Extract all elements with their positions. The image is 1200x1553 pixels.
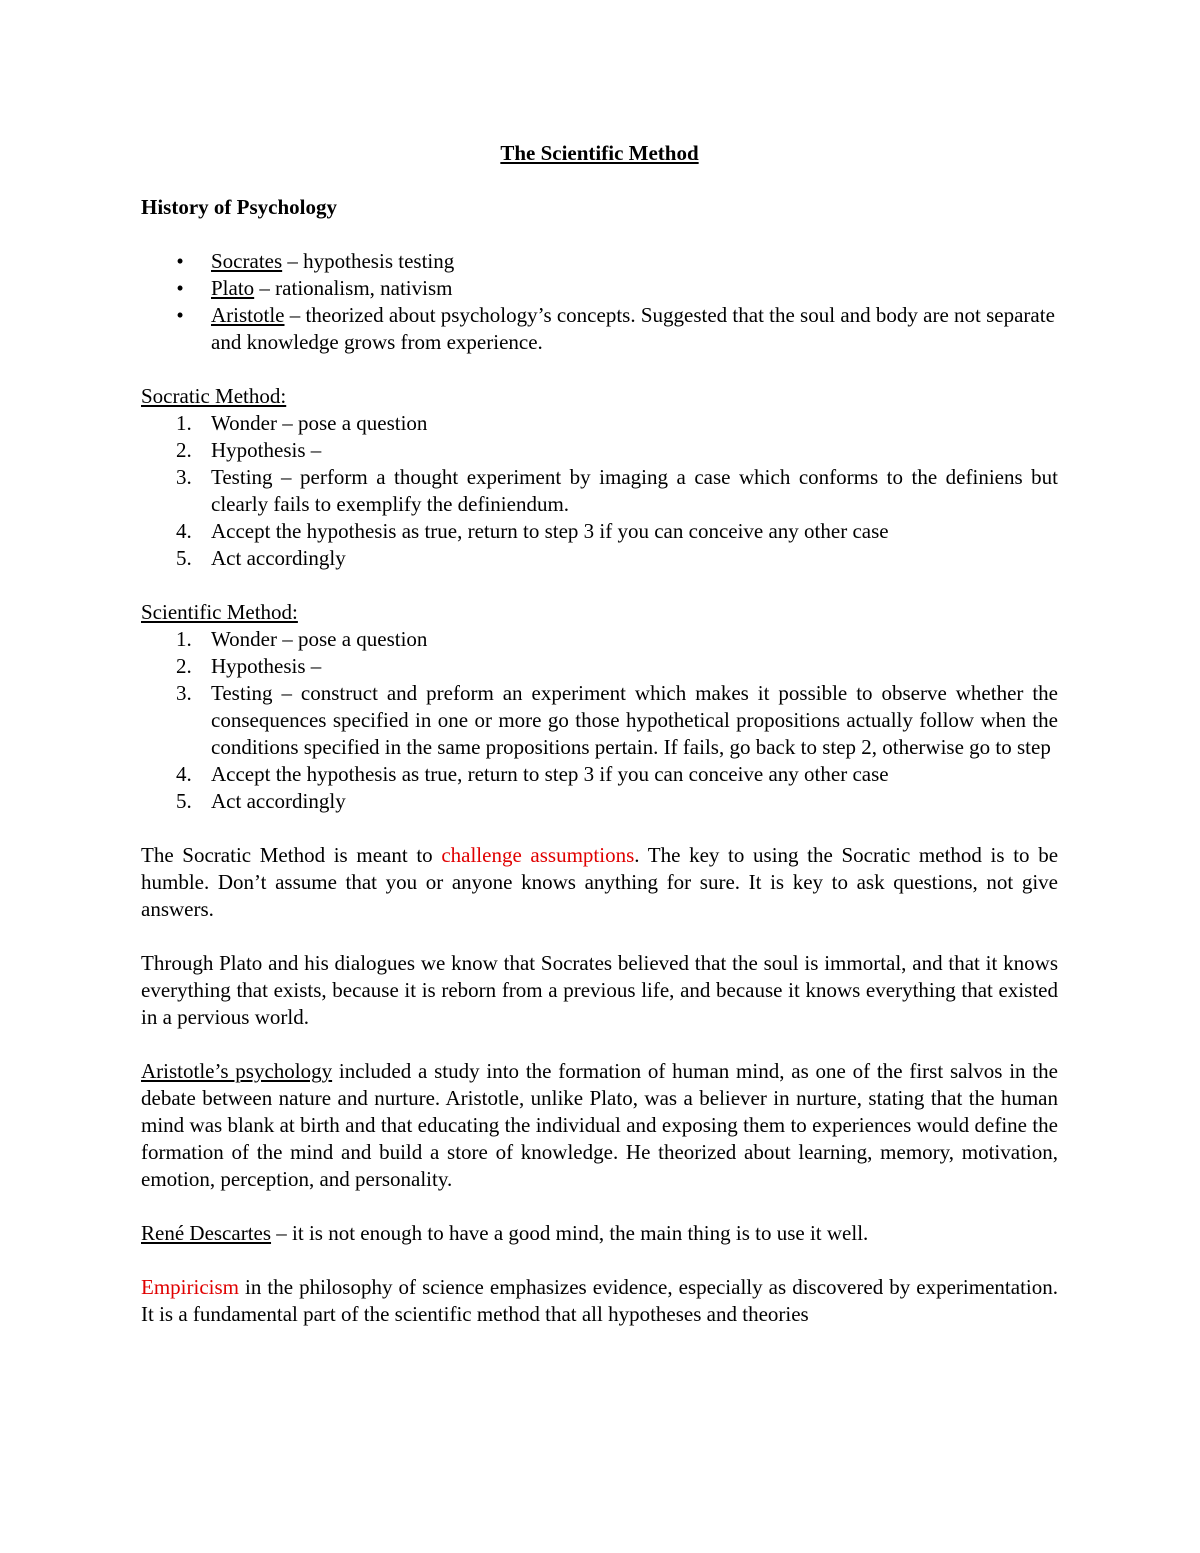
step-text: Hypothesis – <box>211 438 322 462</box>
step-text: Wonder – pose a question <box>211 627 428 651</box>
step-number: 3. <box>176 681 192 705</box>
step-text: Hypothesis – <box>211 654 322 678</box>
step-number: 3. <box>176 465 192 489</box>
list-item-text: – rationalism, nativism <box>254 276 453 300</box>
plato-paragraph: Through Plato and his dialogues we know that Socrates believed that the soul is immortal, and that it knows everything that exists, because it is reborn from a previous life, and because it knows everything that existed in a pervious world. <box>141 951 1058 1029</box>
socratic-method-paragraph <box>141 842 1058 923</box>
document-page <box>141 140 1058 1328</box>
philosophers-list <box>141 248 1058 356</box>
document-title: The Scientific Method <box>500 141 699 165</box>
step-item <box>141 545 1058 572</box>
step-item <box>141 626 1058 653</box>
step-item <box>141 437 1058 464</box>
descartes-paragraph <box>141 1220 1058 1247</box>
step-item <box>141 680 1058 761</box>
highlighted-term: Empiricism <box>141 1275 239 1299</box>
step-number: 4. <box>176 519 192 543</box>
step-item <box>141 788 1058 815</box>
philosopher-name: Aristotle <box>211 303 285 327</box>
step-item <box>141 653 1058 680</box>
step-item <box>141 410 1058 437</box>
paragraph-term: Aristotle’s psychology <box>141 1059 333 1083</box>
bullet-icon: • <box>176 249 184 273</box>
highlighted-phrase: challenge assumptions <box>441 843 635 867</box>
paragraph-text: in the philosophy of science emphasizes evidence, especially as discovered by experimentation. It is a fundamental part of the scientific method that all hypotheses and theories <box>141 1275 1058 1326</box>
paragraph-term: René Descartes <box>141 1221 272 1245</box>
step-text: Act accordingly <box>211 789 346 813</box>
list-item <box>141 248 1058 275</box>
philosopher-name: Socrates <box>211 249 283 273</box>
step-text: Testing – construct and preform an experiment which makes it possible to observe whether the consequences specified in one or more go those hypothetical propositions actually follow when the conditions specified in the same propositions pertain. If fails, go back to step 2, otherwise go to step <box>211 681 1058 759</box>
step-number: 5. <box>176 546 192 570</box>
paragraph-text: included a study into the formation of human mind, as one of the first salvos in the debate between nature and nurture. Aristotle, unlike Plato, was a believer in nurture, stating that the human mind was blank at birth and that educating the individual and exposing them to experiences would define the formation of the mind and build a store of knowledge. He theorized about learning, memory, motivation, emotion, perception, and personality. <box>141 1059 1058 1191</box>
step-number: 4. <box>176 762 192 786</box>
scientific-steps <box>141 626 1058 815</box>
paragraph-text: . The key to using the Socratic method is to be humble. Don’t assume that you or anyone knows anything for sure. It is key to ask questions, not give answers. <box>141 843 1059 921</box>
list-item <box>141 302 1058 356</box>
socratic-steps <box>141 410 1058 572</box>
step-number: 1. <box>176 411 192 435</box>
step-number: 1. <box>176 627 192 651</box>
list-item-text: – theorized about psychology’s concepts. Suggested that the soul and body are not separate and knowledge grows from experience. <box>211 303 1055 354</box>
socratic-method-label: Socratic Method: <box>141 384 287 408</box>
aristotle-paragraph <box>141 1058 1058 1193</box>
bullet-icon: • <box>176 303 184 327</box>
step-number: 2. <box>176 654 192 678</box>
step-text: Accept the hypothesis as true, return to step 3 if you can conceive any other case <box>211 519 889 543</box>
step-number: 2. <box>176 438 192 462</box>
step-item <box>141 464 1058 518</box>
scientific-method-label: Scientific Method: <box>141 600 298 624</box>
step-text: Act accordingly <box>211 546 346 570</box>
step-item <box>141 518 1058 545</box>
list-item <box>141 275 1058 302</box>
step-text: Wonder – pose a question <box>211 411 428 435</box>
paragraph-text: – it is not enough to have a good mind, the main thing is to use it well. <box>271 1221 869 1245</box>
empiricism-paragraph <box>141 1274 1058 1328</box>
step-item <box>141 761 1058 788</box>
step-number: 5. <box>176 789 192 813</box>
section-heading: History of Psychology <box>141 195 337 219</box>
list-item-text: – hypothesis testing <box>282 249 455 273</box>
step-text: Accept the hypothesis as true, return to step 3 if you can conceive any other case <box>211 762 889 786</box>
philosopher-name: Plato <box>211 276 255 300</box>
paragraph-text: The Socratic Method is meant to <box>141 843 442 867</box>
bullet-icon: • <box>176 276 184 300</box>
step-text: Testing – perform a thought experiment by imaging a case which conforms to the definiens but clearly fails to exemplify the definiendum. <box>211 465 1058 516</box>
